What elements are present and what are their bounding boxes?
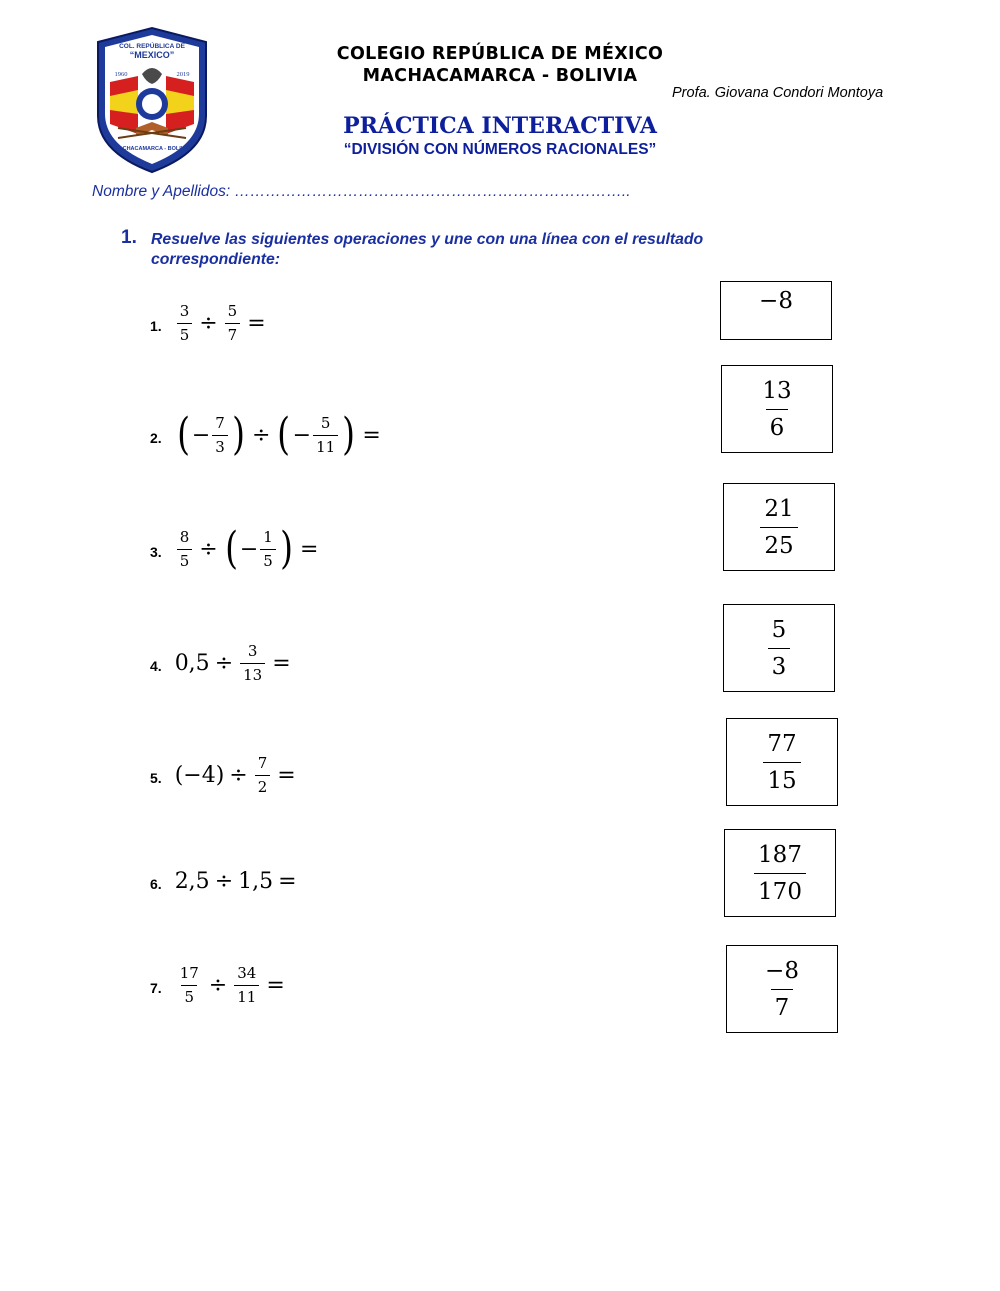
school-location: MACHACAMARCA - BOLIVIA [362, 66, 638, 86]
logo-arc-text: COL. REPÚBLICA DE [119, 43, 185, 50]
exercise-5: 5. (−4) ÷ $\frac{7}{2}$ = [150, 753, 296, 796]
answer-box-7[interactable] [726, 945, 838, 1033]
exercise-number: 2. [150, 430, 162, 446]
answer-box-1[interactable] [720, 281, 832, 340]
logo-name: “MEXICO” [129, 50, 175, 60]
exercise-1: 1. $\frac{3}{5}$ ÷ $\frac{5}{7}$ = [150, 301, 266, 344]
answer-fraction: 5 3 [768, 615, 791, 682]
question-number: 1. [121, 227, 137, 248]
answer-box-6[interactable] [724, 829, 836, 917]
page-title: PRÁCTICA INTERACTIVA [343, 113, 657, 139]
exercise-number: 4. [150, 658, 162, 674]
answer-fraction: 13 6 [762, 377, 792, 441]
exercise-number: 6. [150, 876, 162, 892]
exercise-6: 6. 2,5 ÷ 1,5 = [150, 868, 297, 894]
exercise-number: 1. [150, 318, 162, 334]
exercise-2: 2. ( − $\frac{7}{3}$ ) ÷ ( − $\frac{5}{11}$ ) = [150, 409, 381, 460]
logo-year-right: 2019 [176, 71, 190, 78]
student-name-field[interactable]: Nombre y Apellidos: ………………………………………………………………….. [92, 183, 631, 200]
teacher-name: Profa. Giovana Condori Montoya [672, 85, 884, 101]
fraction: $\frac{3}{5}$ [177, 302, 193, 345]
fraction: $\frac{34}{11}$ [234, 964, 259, 1007]
exercise-3: 3. $\frac{8}{5}$ ÷ ( − $\frac{1}{5}$ ) = [150, 523, 319, 574]
page-subtitle: “DIVISIÓN CON NÚMEROS RACIONALES” [343, 141, 657, 158]
logo-bottom-text: MACHACAMARCA - BOLIVIA [114, 146, 190, 152]
answer-box-3[interactable] [723, 483, 835, 571]
fraction: $\frac{3}{13}$ [240, 642, 265, 685]
fraction: $\frac{7}{2}$ [255, 754, 271, 797]
fraction: $\frac{17}{5}$ [179, 963, 199, 1006]
answer-box-2[interactable] [721, 365, 833, 453]
answer-value: −8 [759, 287, 793, 314]
exercise-7: 7. $\frac{17}{5}$ ÷ $\frac{34}{11}$ = [150, 963, 285, 1006]
answer-box-5[interactable] [726, 718, 838, 806]
exercise-number: 5. [150, 770, 162, 786]
answer-fraction: 77 15 [763, 729, 800, 796]
fraction: $\frac{5}{7}$ [225, 302, 241, 345]
answer-fraction: 187 170 [754, 840, 806, 907]
answer-box-4[interactable] [723, 604, 835, 692]
school-crest-logo [88, 24, 216, 176]
exercise-number: 3. [150, 544, 162, 560]
school-name: COLEGIO REPÚBLICA DE MÉXICO [336, 44, 664, 64]
fraction: $\frac{5}{11}$ [313, 414, 338, 457]
logo-year-left: 1960 [114, 71, 128, 78]
answer-fraction: 21 25 [760, 494, 797, 561]
exercise-4: 4. 0,5 ÷ $\frac{3}{13}$ = [150, 641, 291, 684]
exercise-number: 7. [150, 980, 162, 996]
answer-fraction: −8 7 [765, 957, 799, 1021]
fraction: $\frac{7}{3}$ [212, 414, 228, 457]
question-instructions: Resuelve las siguientes operaciones y une con una línea con el resultado correspondiente: [151, 231, 704, 268]
fraction: $\frac{1}{5}$ [260, 528, 276, 571]
fraction: $\frac{8}{5}$ [177, 528, 193, 571]
